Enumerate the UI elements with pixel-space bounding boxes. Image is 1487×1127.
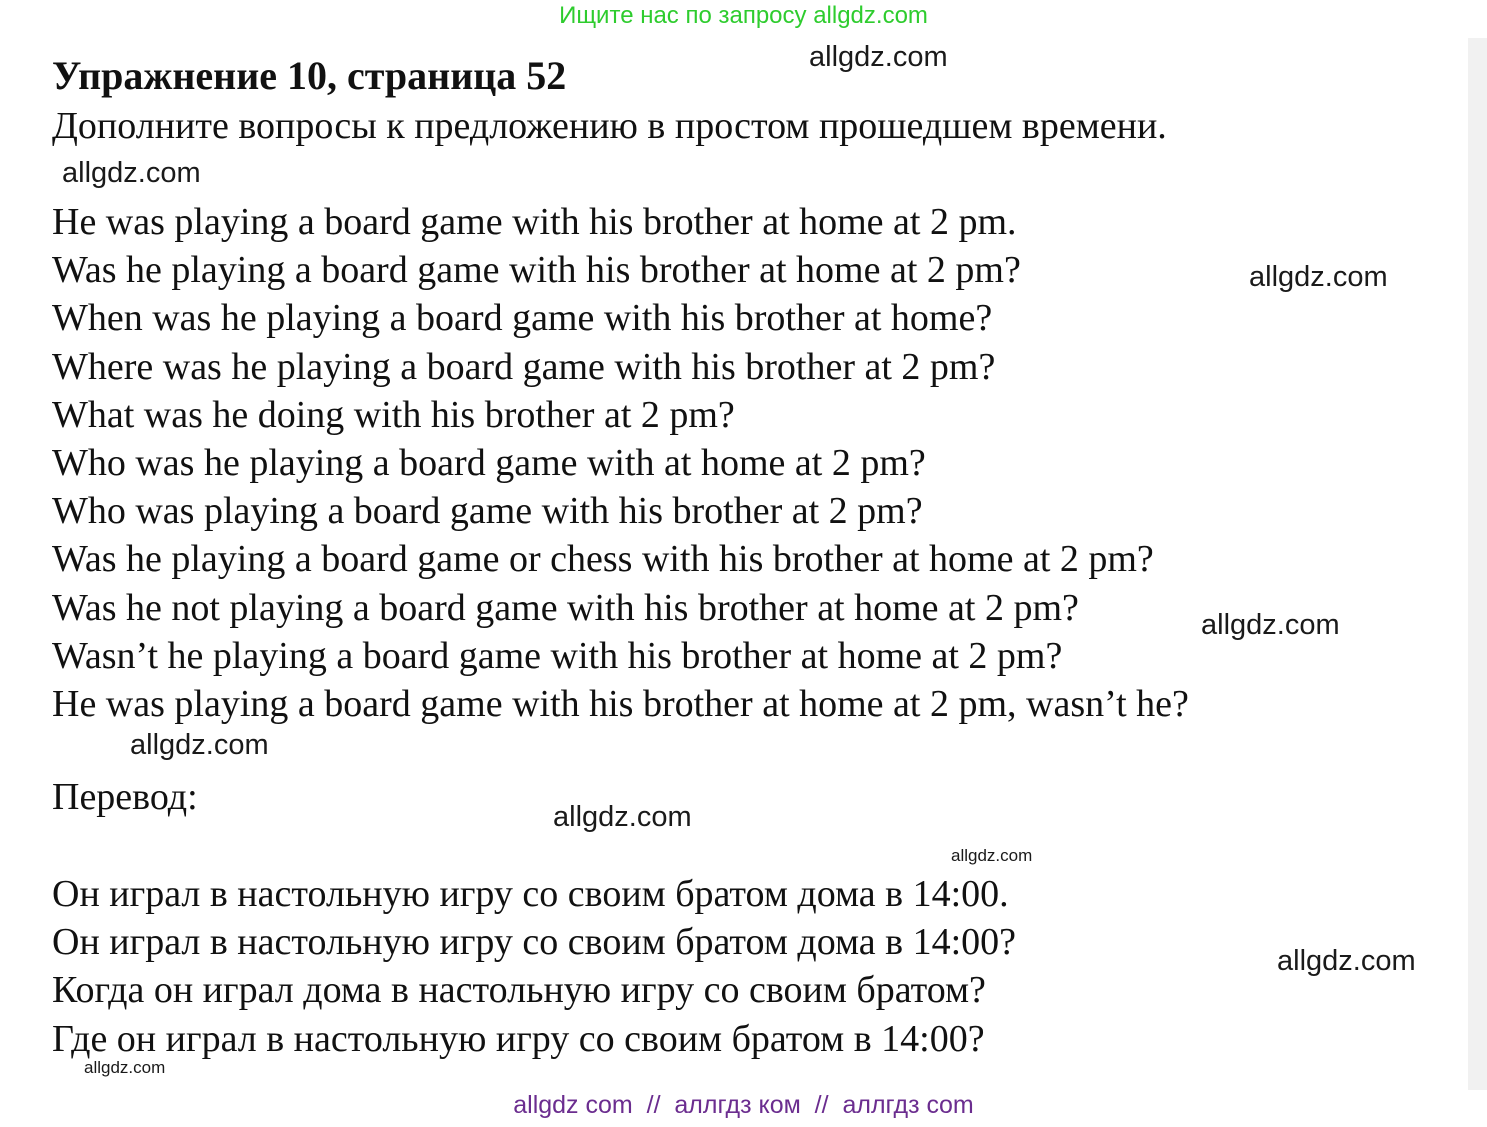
watermark: allgdz.com	[553, 801, 692, 833]
exercise-instruction: Дополните вопросы к предложению в простом прошедшем времени.	[52, 105, 1167, 147]
watermark: allgdz.com	[62, 157, 201, 189]
scrollbar[interactable]	[1468, 38, 1487, 1090]
translation-list	[52, 870, 1016, 1063]
watermark: allgdz.com	[1249, 261, 1388, 293]
sentence-line: Was he playing a board game with his brother at home at 2 pm?	[52, 249, 1021, 292]
sentence-line: When was he playing a board game with his brother at home?	[52, 297, 993, 340]
translation-line: Он играл в настольную игру со своим братом дома в 14:00?	[52, 921, 1016, 964]
watermark: allgdz.com	[951, 846, 1033, 865]
watermark: allgdz.com	[84, 1058, 166, 1077]
translation-heading: Перевод:	[52, 776, 198, 818]
sentence-line: What was he doing with his brother at 2 pm?	[52, 393, 735, 436]
sentence-line: Who was he playing a board game with at home at 2 pm?	[52, 441, 926, 484]
translation-line: Где он играл в настольную игру со своим братом в 14:00?	[52, 1017, 985, 1060]
exercise-title: Упражнение 10, страница 52	[52, 53, 567, 98]
question-list	[52, 198, 1189, 728]
sentence-line: He was playing a board game with his brother at home at 2 pm, wasn’t he?	[52, 682, 1189, 725]
translation-line: Когда он играл дома в настольную игру со своим братом?	[52, 969, 986, 1012]
translation-line: Он играл в настольную игру со своим братом дома в 14:00.	[52, 873, 1009, 915]
footer-watermark: allgdz com // аллгдз ком // аллгдз com	[513, 1091, 974, 1119]
sentence-line: Was he playing a board game or chess with his brother at home at 2 pm?	[52, 538, 1154, 581]
watermark: allgdz.com	[809, 41, 948, 73]
sentence-line: Where was he playing a board game with his brother at 2 pm?	[52, 345, 996, 388]
search-banner: Ищите нас по запросу allgdz.com	[559, 2, 928, 29]
sentence-line: Wasn’t he playing a board game with his brother at home at 2 pm?	[52, 634, 1063, 677]
sentence-line: Who was playing a board game with his brother at 2 pm?	[52, 490, 923, 533]
sentence-line: Was he not playing a board game with his brother at home at 2 pm?	[52, 586, 1079, 629]
watermark: allgdz.com	[130, 729, 269, 761]
sentence-line: He was playing a board game with his brother at home at 2 pm.	[52, 201, 1017, 243]
watermark: allgdz.com	[1277, 945, 1416, 977]
watermark: allgdz.com	[1201, 609, 1340, 641]
